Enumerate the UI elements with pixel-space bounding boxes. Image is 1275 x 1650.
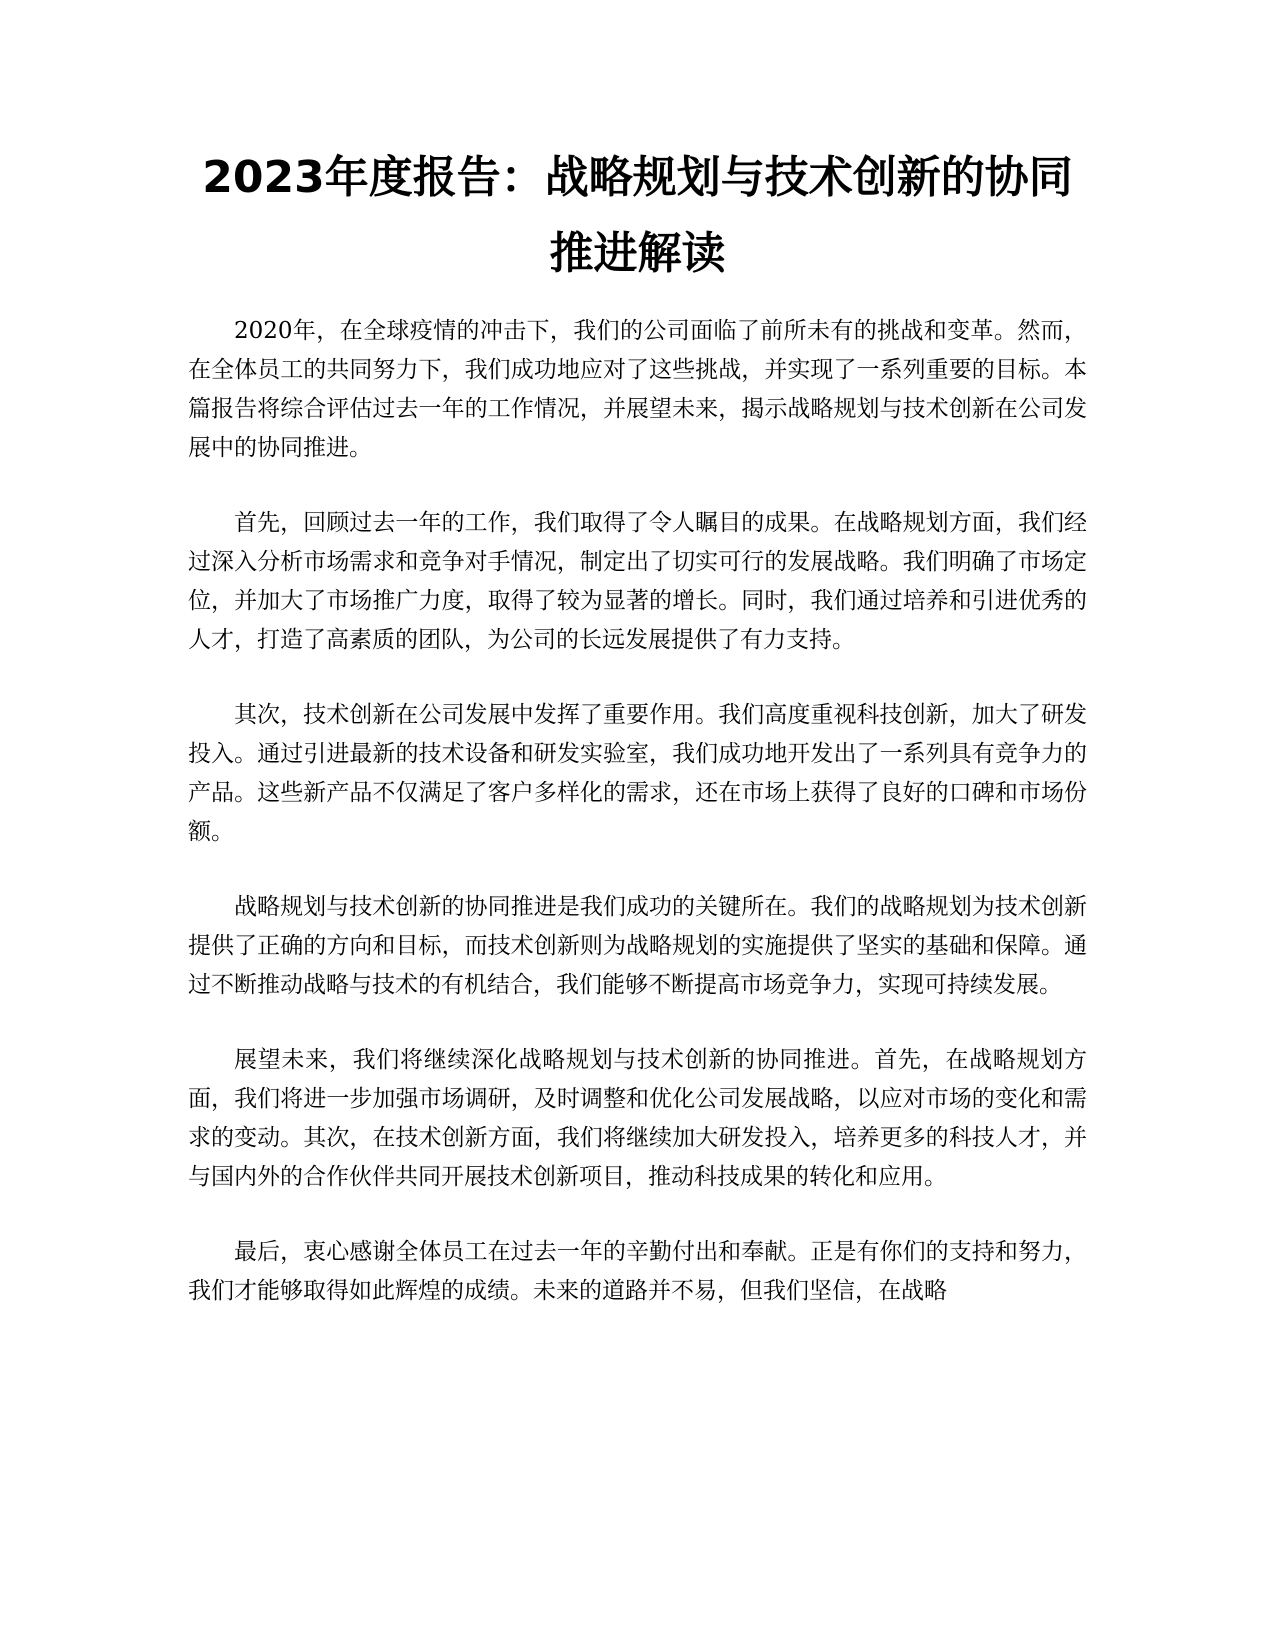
title-line-2: 推进解读: [549, 228, 726, 279]
paragraph-synergy: 战略规划与技术创新的协同推进是我们成功的关键所在。我们的战略规划为技术创新提供了正确的方向和目标，而技术创新则为战略规划的实施提供了坚实的基础和保障。通过不断推动战略与技术的有机结合，我们能够不断提高市场竞争力，实现可持续发展。: [188, 894, 1087, 998]
paragraph-review: 首先，回顾过去一年的工作，我们取得了令人瞩目的成果。在战略规划方面，我们经过深入分析市场需求和竞争对手情况，制定出了切实可行的发展战略。我们明确了市场定位，并加大了市场推广力度，取得了较为显著的增长。同时，我们通过培养和引进优秀的人才，打造了高素质的团队，为公司的长远发展提供了有力支持。: [188, 510, 1087, 653]
title-line-1: 2023年度报告：战略规划与技术创新的协同: [202, 152, 1073, 203]
paragraph-thanks: 最后，衷心感谢全体员工在过去一年的辛勤付出和奉献。正是有你们的支持和努力，我们才能够取得如此辉煌的成绩。未来的道路并不易，但我们坚信，在战略: [188, 1239, 1087, 1304]
document-title: [188, 140, 1087, 292]
paragraph-intro: 2020年，在全球疫情的冲击下，我们的公司面临了前所未有的挑战和变革。然而，在全体员工的共同努力下，我们成功地应对了这些挑战，并实现了一系列重要的目标。本篇报告将综合评估过去一年的工作情况，并展望未来，揭示战略规划与技术创新在公司发展中的协同推进。: [188, 318, 1087, 461]
paragraph-innovation: 其次，技术创新在公司发展中发挥了重要作用。我们高度重视科技创新，加大了研发投入。通过引进最新的技术设备和研发实验室，我们成功地开发出了一系列具有竞争力的产品。这些新产品不仅满足了客户多样化的需求，还在市场上获得了良好的口碑和市场份额。: [188, 702, 1087, 845]
paragraph-outlook: 展望未来，我们将继续深化战略规划与技术创新的协同推进。首先，在战略规划方面，我们将进一步加强市场调研，及时调整和优化公司发展战略，以应对市场的变化和需求的变动。其次，在技术创新方面，我们将继续加大研发投入，培养更多的科技人才，并与国内外的合作伙伴共同开展技术创新项目，推动科技成果的转化和应用。: [188, 1047, 1087, 1190]
